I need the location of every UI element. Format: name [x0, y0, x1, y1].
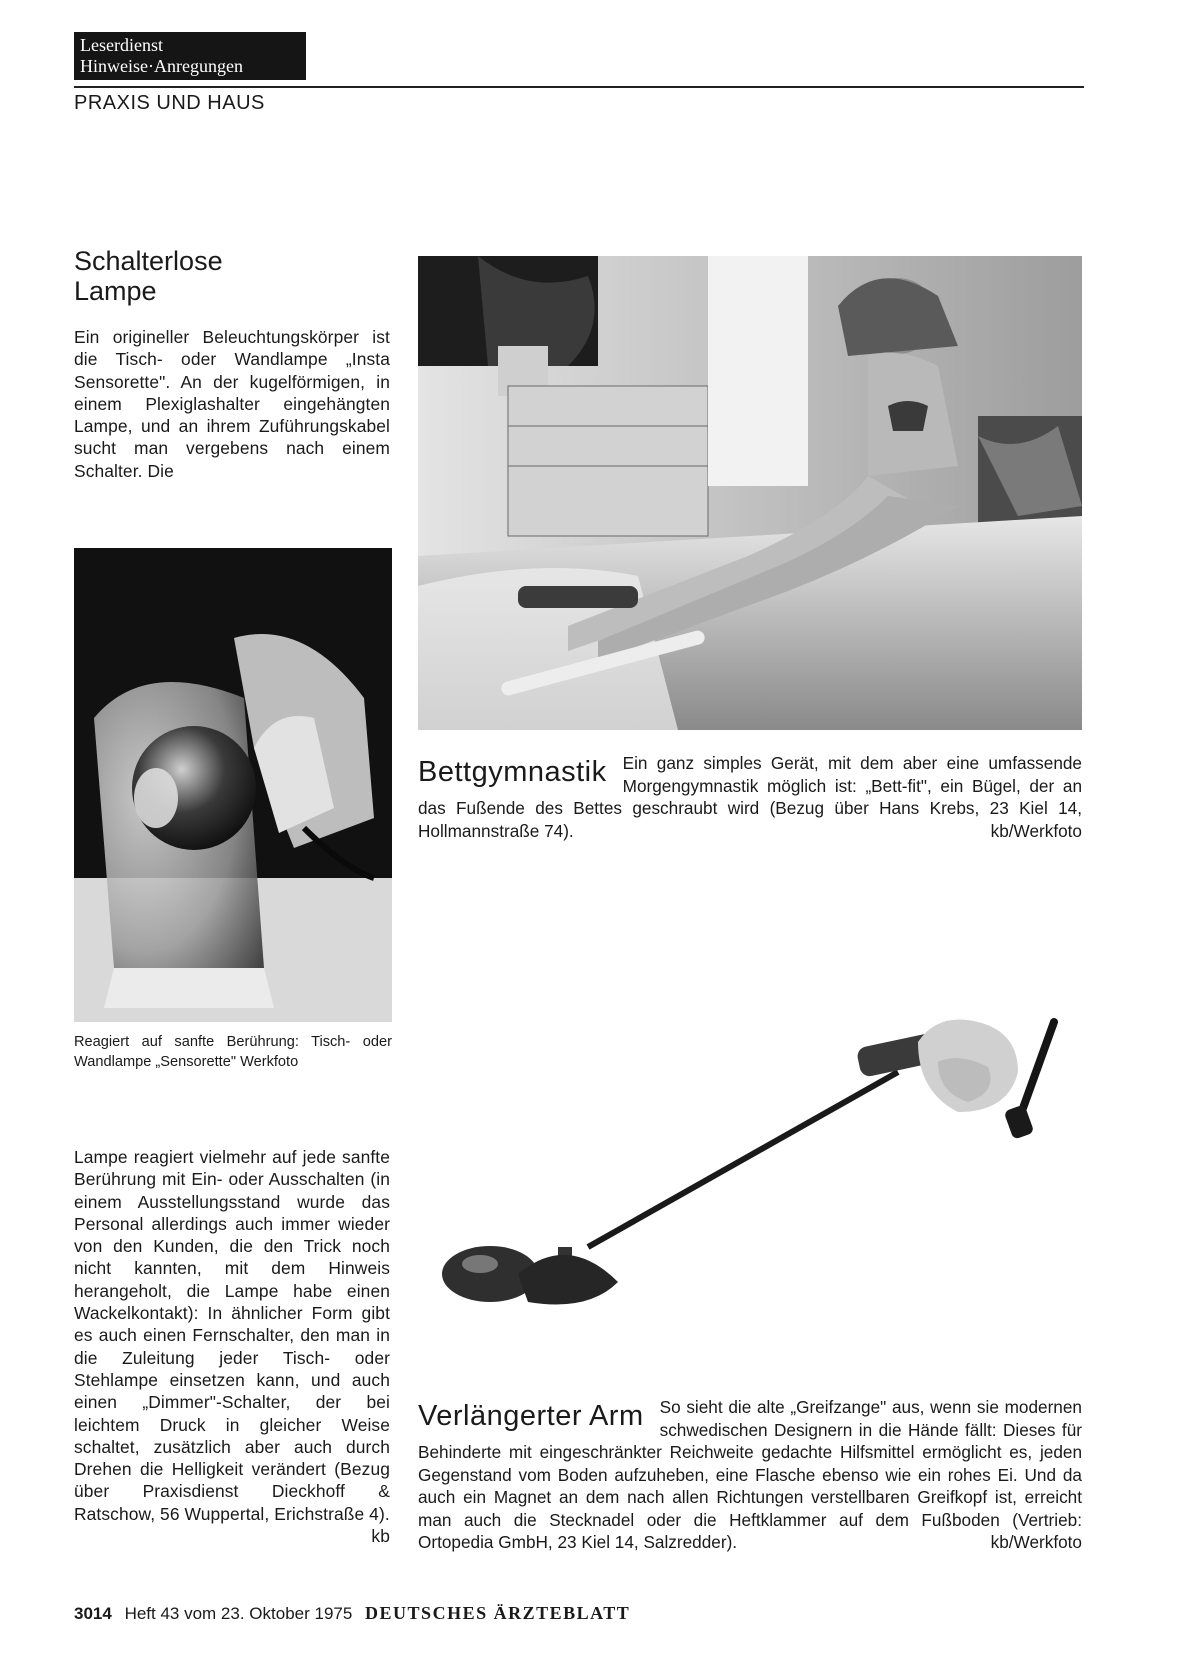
lamp-continuation-text [74, 1146, 390, 1547]
lamp-caption-text: Reagiert auf sanfte Berührung: Tisch- oder Wandlampe „Sensorette" [74, 1034, 392, 1070]
lamp-author: kb [371, 1526, 390, 1547]
issue-info: Heft 43 vom 23. Oktober 1975 [124, 1604, 353, 1623]
lamp-continuation-body: Lampe reagiert vielmehr auf jede sanfte Berührung mit Ein- oder Ausschalten (in einem Ausstellungsstand wurde das Personal allerdings auch immer wieder von den Kunden, die den Trick noch nicht kannten, mit dem Hinweis herangeholt, die Lampe habe einen Wackelkontakt): In ähnlicher Form gibt es auch einen Fernschalter, den man in die Zuleitung jeder Tisch- oder Stehlampe einsetzen kann, und auch einen „Dimmer"-Schalter, der bei leichtem Druck in gleicher Weise schaltet, zusätzlich aber auch durch Drehen die Helligkeit verändert (Bezug über Praxisdienst Dieckhoff & Ratschow, 56 Wuppertal, Erichstraße 4). [74, 1147, 390, 1524]
greifzange-credit: kb/Werkfoto [990, 1532, 1082, 1552]
greifzange-photo [418, 902, 1082, 1374]
lamp-headline-line1: Schalterlose [74, 246, 223, 276]
section-label-line1: Leserdienst [80, 35, 163, 55]
greifzange-headline: Verlängerter Arm [418, 1400, 644, 1432]
bettgymnastik-caption [418, 752, 1082, 842]
greifzange-text: So sieht die alte „Greifzange" aus, wenn sie modernen schwedischen Designern in die Hände fällt: Dieses für Behinderte mit eingeschränkter Reichweite gedachte Hilfsmittel ermöglicht es, jeden Gegenstand vom Boden aufzuheben, eine Flasche ebenso wie ein rohes Ei. Und da auch ein Magnet an dem nach allen Richtungen verstellbaren Greifkopf ist, erreicht man auch die Stecknadel oder die Heftklammer auf dem Fußboden (Vertrieb: Ortopedia GmbH, 23 Kiel 14, Salzredder). [418, 1397, 1082, 1552]
bettgymnastik-text: Ein ganz simples Gerät, mit dem aber eine umfassende Morgengymnastik möglich ist: „Bett-fit", ein Bügel, der an das Fußende des Bettes geschraubt wird (Bezug über Hans Krebs, 23 Kiel 14, Hollmannstraße 74). [418, 753, 1082, 841]
bettgymnastik-headline: Bettgymnastik [418, 756, 607, 788]
page-number: 3014 [74, 1604, 112, 1623]
greifzange-caption [418, 1396, 1082, 1554]
magazine-name: DEUTSCHES ÄRZTEBLATT [365, 1603, 631, 1623]
section-label-box [74, 32, 306, 80]
lamp-headline-line2: Lampe [74, 276, 157, 306]
page-footer [74, 1603, 630, 1624]
section-title: PRAXIS UND HAUS [74, 92, 265, 114]
lamp-headline [74, 246, 390, 306]
section-label-line2: Hinweise·Anregungen [80, 56, 243, 76]
bettgymnastik-photo [418, 256, 1082, 730]
lamp-photo [74, 548, 392, 1022]
lamp-continuation [74, 1146, 390, 1547]
header-rule [74, 86, 1084, 88]
lamp-intro-text: Ein origineller Beleuchtungskörper ist die Tisch- oder Wandlampe „Insta Sensorette". An der kugelförmigen, in einem Plexiglashalter eingehängten Lampe, und an ihrem Zuführungskabel sucht man vergebens nach einem Schalter. Die [74, 327, 390, 481]
bettgymnastik-credit: kb/Werkfoto [990, 820, 1082, 841]
lamp-caption-credit: Werkfoto [240, 1054, 299, 1070]
lamp-photo-caption [74, 1032, 392, 1072]
